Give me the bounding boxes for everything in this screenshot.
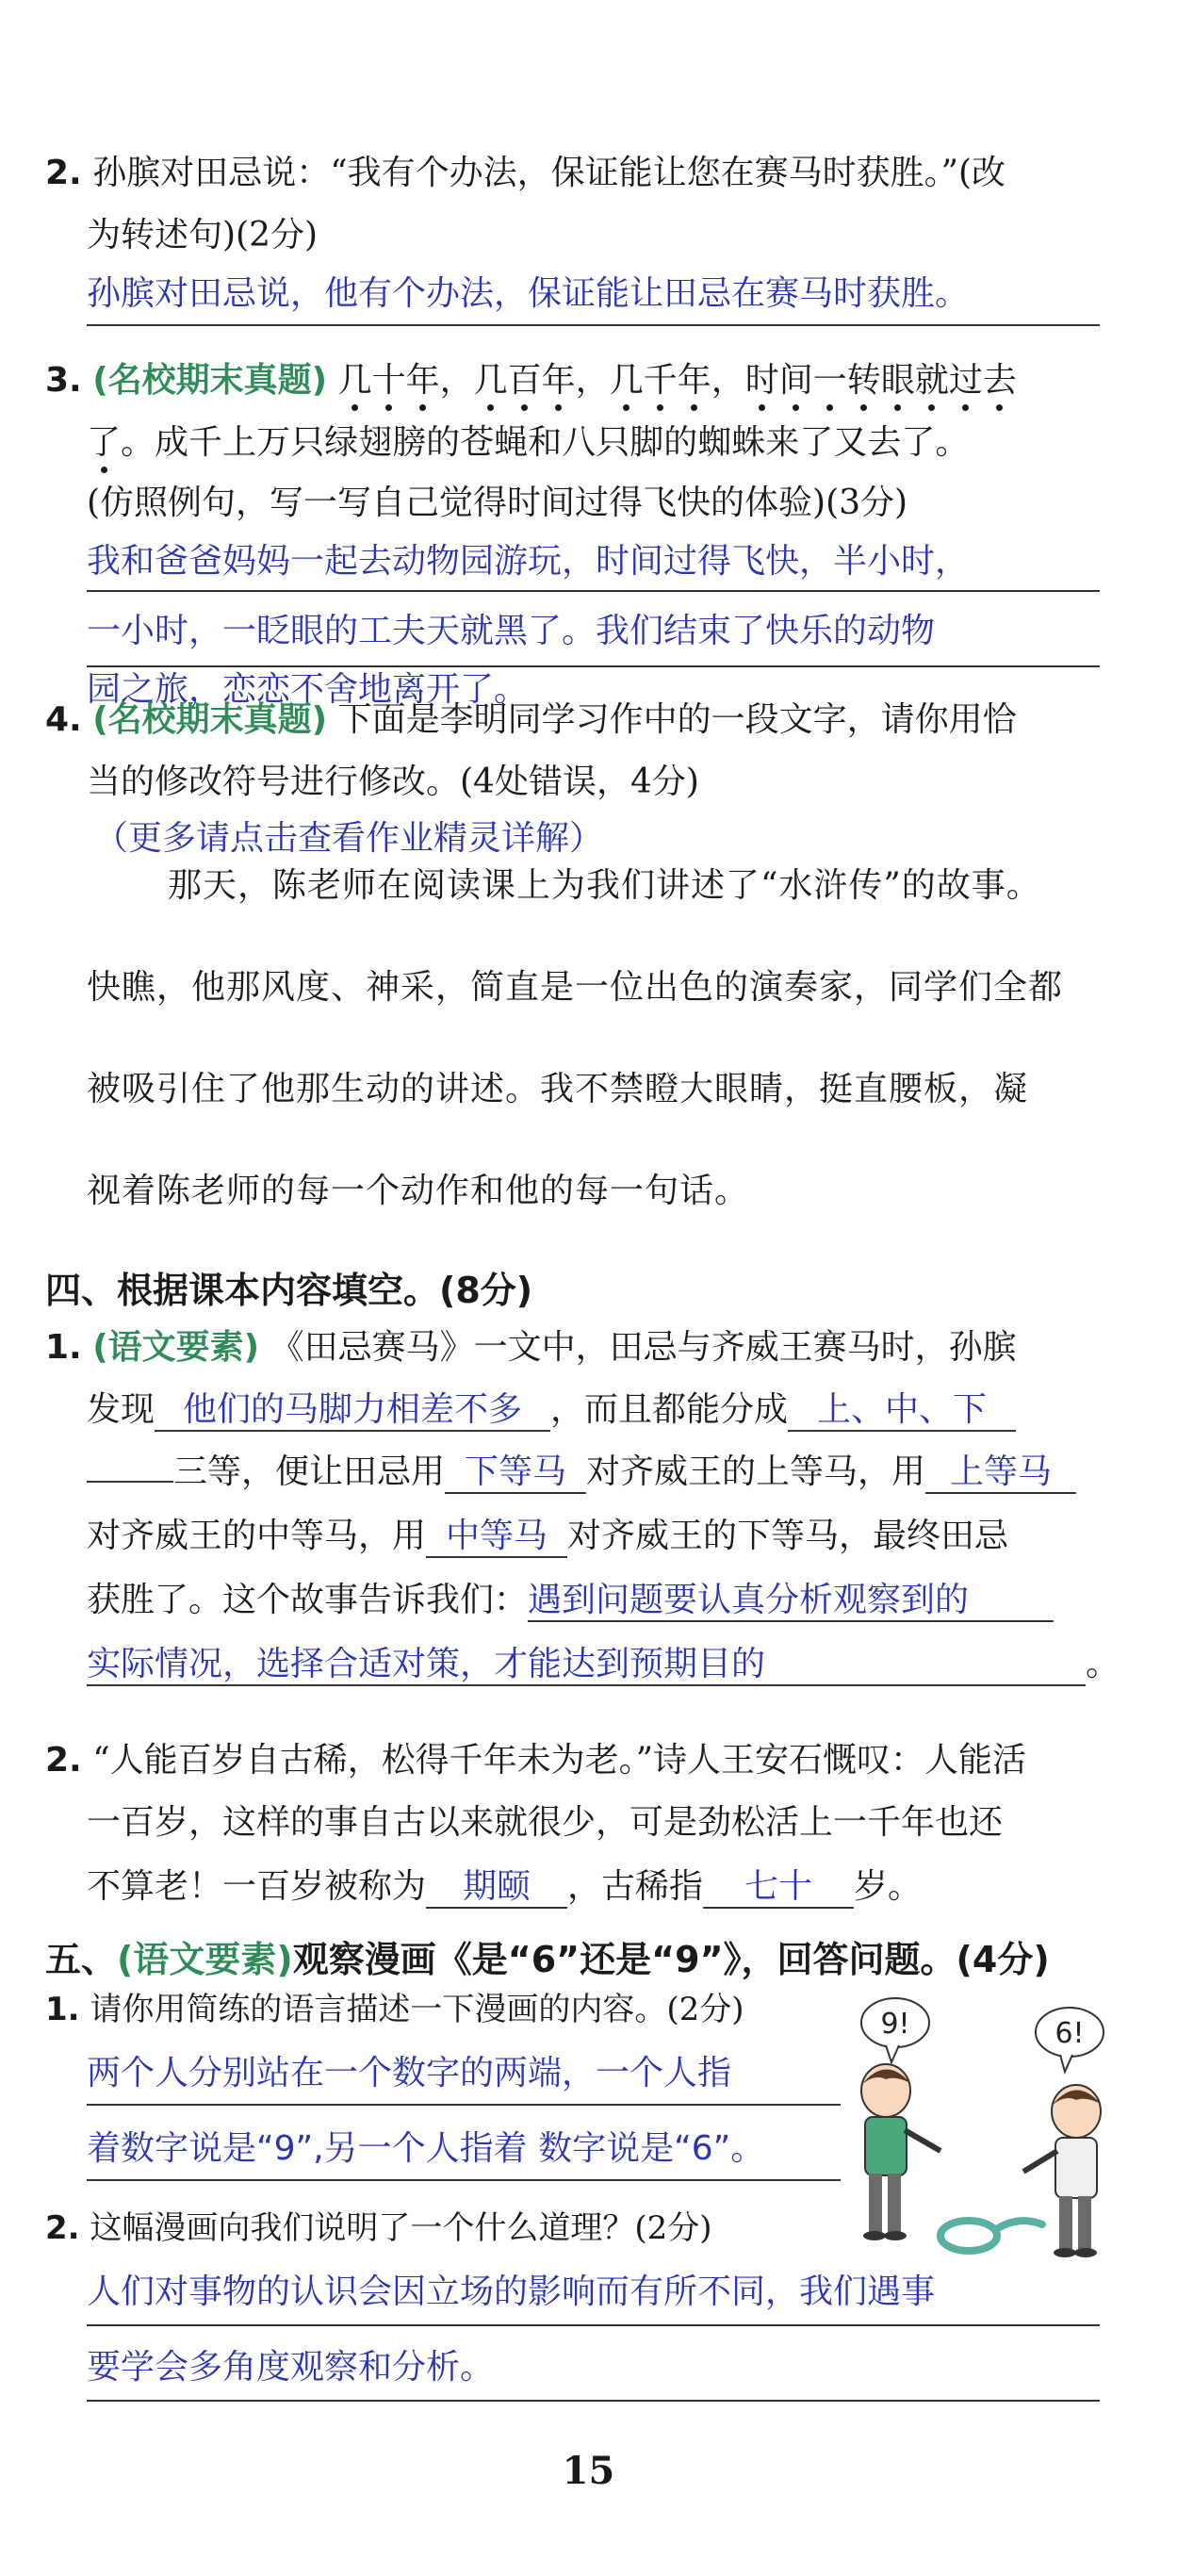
fill-blank[interactable]: 期颐: [426, 1866, 567, 1909]
char: 转: [846, 361, 881, 400]
tag-label: (语文要素): [117, 1939, 293, 1980]
char: 膀: [392, 423, 427, 462]
char: 的: [663, 423, 698, 462]
passage-line: 快瞧，他那风度、神采，简直是一位出色的演奏家，同学们全都: [87, 968, 1064, 1007]
answer-text: 孙膑对田忌说，他有个办法，保证能让田忌在赛马时获胜。: [87, 274, 970, 313]
char: 蜘: [697, 423, 732, 462]
bubble-text-right: 6!: [1054, 2017, 1085, 2050]
answer-line: [87, 590, 1100, 592]
fill-line: [87, 1452, 1076, 1494]
char: 了: [901, 423, 936, 462]
answer-text: 要学会多角度观察和分析。: [87, 2348, 495, 2387]
question-text: 请你用简练的语言描述一下漫画的内容。(2分): [90, 1991, 744, 2028]
char: 只: [290, 423, 325, 462]
char: 蛛: [731, 423, 766, 462]
char: 上: [222, 423, 257, 462]
char: 十: [371, 361, 406, 400]
char: 去: [867, 423, 902, 462]
text: 观察漫画《是“6”还是“9”》，回答问题。(4分): [292, 1939, 1050, 1980]
text: 对齐威王的中等马，用: [87, 1517, 427, 1555]
text: 获胜了。这个故事告诉我们：: [87, 1581, 529, 1619]
char: 过: [948, 361, 983, 400]
char: 。: [121, 423, 155, 462]
text: 发现: [87, 1390, 155, 1429]
char: 就: [914, 361, 949, 400]
page-number: 15: [562, 2449, 615, 2493]
sec5-question-1: [45, 1991, 744, 2029]
answer-text: 人们对事物的认识会因立场的影响而有所不同，我们遇事: [87, 2272, 936, 2311]
char: 时: [744, 361, 779, 400]
char: 了: [799, 423, 834, 462]
char: 眼: [880, 361, 915, 400]
answer-text: 两个人分别站在一个数字的两端，一个人指: [87, 2054, 732, 2092]
text: 三等，便让田忌用: [173, 1452, 446, 1491]
char: 。: [935, 423, 970, 462]
question-text: [338, 361, 1017, 400]
bubble-text-left: 9!: [880, 2008, 910, 2041]
answer-line: [87, 665, 1100, 667]
ground-number-figure: [940, 2221, 1042, 2251]
passage-line: 被吸引住了他那生动的讲述。我不禁瞪大眼睛，挺直腰板，凝: [87, 1070, 1029, 1108]
fill-blank[interactable]: 遇到问题要认真分析观察到的: [528, 1580, 1054, 1622]
question-text-cont: [87, 422, 969, 463]
fill-line: [87, 1516, 1008, 1558]
char: 一: [812, 361, 847, 400]
question-number: 1.: [45, 1991, 80, 2028]
tag-label: (语文要素): [92, 1328, 260, 1367]
question-text-cont: 一百岁，这样的事自古以来就很少，可是劲松活上一千年也还: [87, 1803, 1004, 1842]
section-5-title: [45, 1930, 1050, 1982]
question-4: [45, 699, 1017, 740]
char: 脚: [629, 423, 664, 462]
question-text: “人能百岁自古稀，松得千年未为老。”诗人王安石慨叹：人能活: [92, 1741, 1026, 1780]
char: ，: [575, 361, 610, 400]
char: 万: [256, 423, 291, 462]
answer-text: 一小时，一眨眼的工夫天就黑了。我们结束了快乐的动物: [87, 612, 936, 650]
question-text: 这幅漫画向我们说明了一个什么道理？(2分): [90, 2209, 712, 2247]
sec4-question-1: [45, 1327, 1017, 1368]
char: 了: [87, 423, 122, 462]
char: ，: [711, 361, 745, 400]
char: 的: [426, 423, 461, 462]
char: 来: [765, 423, 800, 462]
fill-line: [87, 1389, 1016, 1432]
fill-blank[interactable]: 七十: [703, 1866, 854, 1909]
char: 年: [541, 361, 576, 400]
comic-illustration: [829, 1989, 1140, 2272]
char: 绿: [324, 423, 359, 462]
text: 对齐威王的上等马，用: [586, 1452, 926, 1491]
char: 成: [155, 423, 189, 462]
fill-line: [87, 1644, 1120, 1686]
question-text: 《田忌赛马》一文中，田忌与齐威王赛马时，孙膑: [270, 1328, 1017, 1367]
fill-blank[interactable]: [87, 1481, 173, 1483]
answer-text: 园之旅，恋恋不舍地离开了。: [87, 670, 529, 709]
char: 和: [528, 423, 563, 462]
char: 千: [188, 423, 223, 462]
char: 几: [337, 361, 372, 400]
answer-line: [87, 2179, 841, 2181]
char: 年: [677, 361, 711, 400]
detail-link[interactable]: （更多请点击查看作业精灵详解）: [94, 819, 604, 858]
tag-label: (名校期末真题): [92, 361, 328, 400]
question-text: 下面是李明同学习作中的一段文字，请你用恰: [337, 700, 1017, 739]
char: 只: [596, 423, 630, 462]
text: 五、: [45, 1939, 118, 1980]
sec4-question-2: [45, 1740, 1026, 1780]
question-number: 3.: [45, 361, 82, 400]
char: 间: [778, 361, 813, 400]
fill-blank[interactable]: 上、中、下: [788, 1389, 1016, 1432]
text: ，古稀指: [567, 1867, 704, 1906]
char: 几: [609, 361, 644, 400]
char: 几: [473, 361, 508, 400]
text: 。: [1086, 1645, 1120, 1683]
char: 千: [643, 361, 678, 400]
answer-line: [87, 324, 1100, 326]
char: 又: [833, 423, 868, 462]
fill-line: [87, 1580, 1054, 1622]
passage-line: 那天，陈老师在阅读课上为我们讲述了“水浒传”的故事。: [168, 866, 1041, 905]
fill-blank[interactable]: 上等马: [925, 1452, 1076, 1494]
question-number: 1.: [45, 1328, 82, 1367]
char: 苍: [460, 423, 495, 462]
fill-blank[interactable]: 中等马: [426, 1516, 567, 1558]
question-text: [87, 423, 969, 462]
answer-text: 我和爸爸妈妈一起去动物园游玩，时间过得飞快，半小时，: [87, 542, 970, 581]
question-text: 孙膑对田忌说：“我有个办法，保证能让您在赛马时获胜。”(改: [92, 154, 1006, 192]
char: 年: [405, 361, 440, 400]
fill-line: [87, 1866, 922, 1909]
question-2: [45, 153, 1005, 193]
text: ，而且都能分成: [550, 1390, 789, 1429]
question-number: 2.: [45, 154, 82, 192]
question-number: 4.: [45, 700, 82, 739]
question-number: 2.: [45, 1741, 82, 1780]
passage-line: 视着陈老师的每一个动作和他的每一句话。: [87, 1172, 750, 1210]
char: ，: [439, 361, 474, 400]
answer-text: 着数字说是“9”,另一个人指着 数字说是“6”。: [87, 2129, 765, 2168]
char: 蝇: [494, 423, 529, 462]
sec5-question-2: [45, 2209, 712, 2248]
fill-blank[interactable]: 实际情况，选择合适对策，才能达到预期目的: [87, 1644, 1086, 1686]
tag-label: (名校期末真题): [92, 700, 328, 739]
answer-line: [87, 2400, 1100, 2402]
question-instruction: (仿照例句，写一写自己觉得时间过得飞快的体验)(3分): [87, 484, 908, 522]
fill-blank[interactable]: 下等马: [445, 1452, 586, 1494]
answer-line: [87, 2104, 841, 2106]
char: 百: [507, 361, 542, 400]
question-text-cont: 为转述句)(2分): [87, 216, 319, 254]
char: 八: [562, 423, 597, 462]
question-number: 2.: [45, 2209, 80, 2247]
text: 岁。: [854, 1867, 923, 1906]
fill-blank[interactable]: 他们的马脚力相差不多: [155, 1389, 550, 1432]
boy-left-figure: [861, 2064, 940, 2240]
text: 不算老！一百岁被称为: [87, 1867, 427, 1906]
section-4-title: 四、根据课本内容填空。(8分): [45, 1270, 533, 1311]
question-text-cont: 当的修改符号进行修改。(4处错误，4分): [87, 763, 699, 801]
text: 对齐威王的下等马，最终田忌: [567, 1517, 1009, 1555]
char: 去: [982, 361, 1017, 400]
answer-line: [87, 2324, 1100, 2326]
boy-right-figure: [1023, 2085, 1101, 2257]
question-3: [45, 360, 1017, 401]
char: 翅: [358, 423, 393, 462]
